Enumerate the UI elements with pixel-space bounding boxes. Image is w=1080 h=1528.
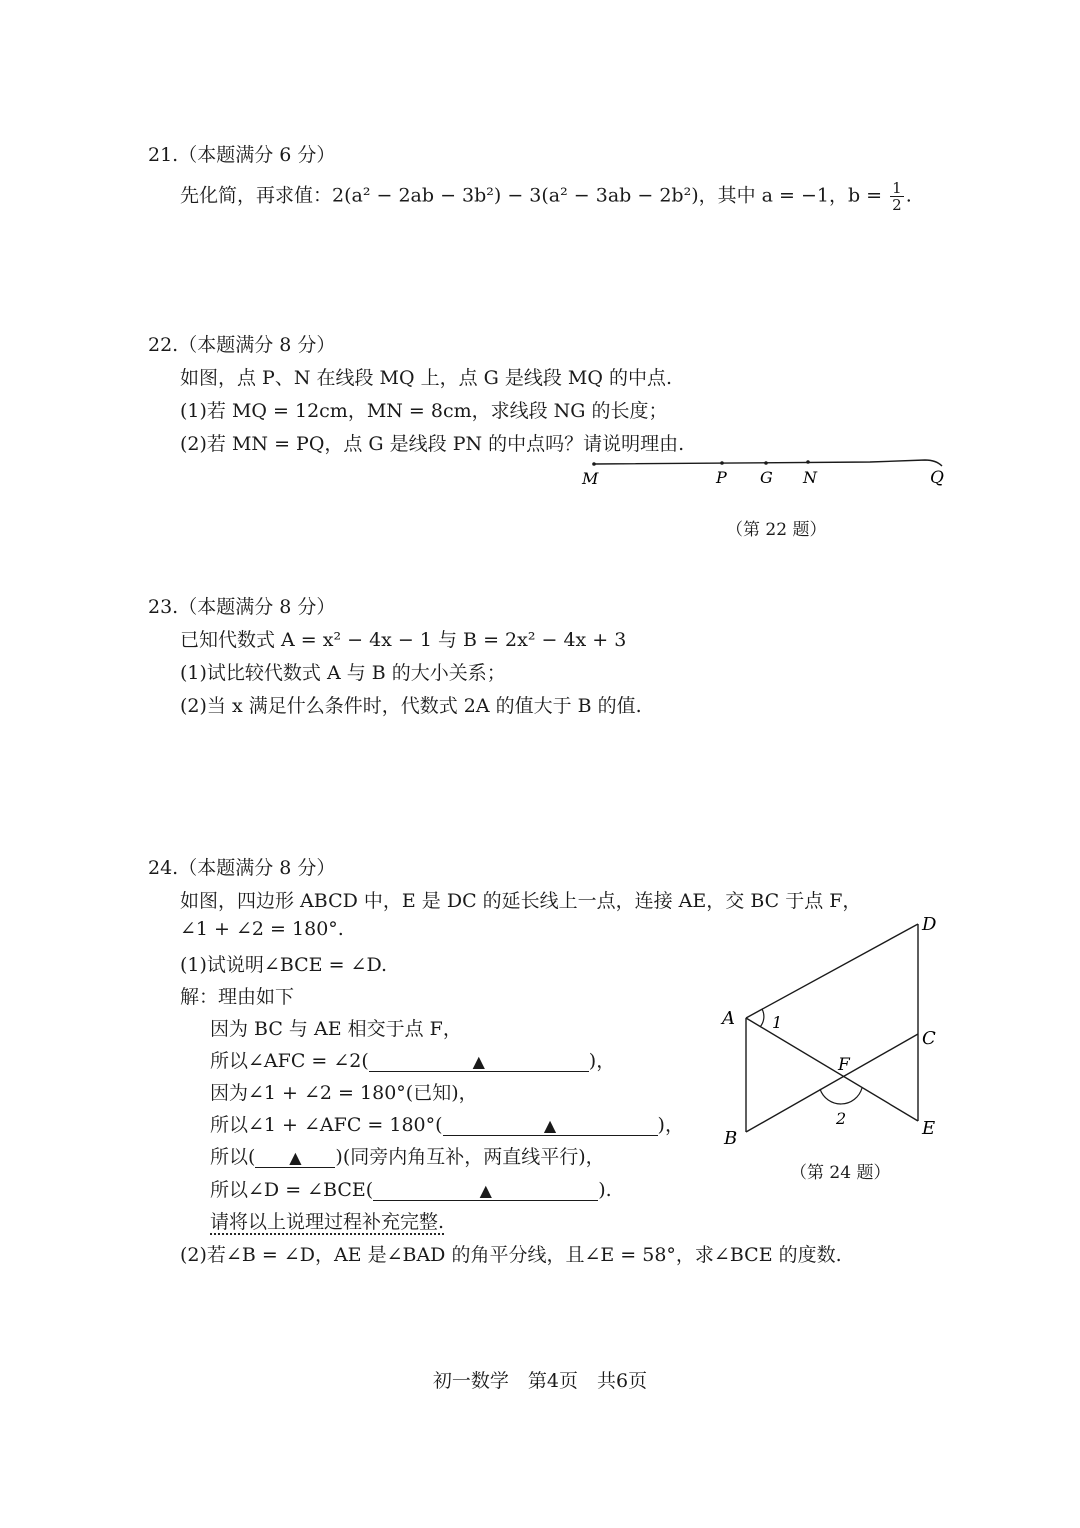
q24-instruction-note: 请将以上说理过程补充完整. <box>210 1211 445 1233</box>
q24-solution-heading: 解：理由如下 <box>180 986 295 1008</box>
triangle-marker-icon: ▲ <box>479 1181 492 1200</box>
label-p: P <box>716 468 727 487</box>
q24-step5-end: )(同旁内角互补，两直线平行)， <box>335 1146 605 1168</box>
label-b: B <box>724 1128 738 1149</box>
q24-step2-end: )， <box>588 1050 616 1072</box>
label-g: G <box>760 468 773 487</box>
triangle-marker-icon: ▲ <box>472 1052 485 1071</box>
label-q: Q <box>930 468 944 488</box>
q22-intro: 如图，点 P、N 在线段 MQ 上，点 G 是线段 MQ 的中点. <box>180 367 673 389</box>
q24-step3: 因为∠1 + ∠2 = 180°(已知)， <box>210 1082 478 1104</box>
q21-problem <box>180 180 912 213</box>
q24-step1: 因为 BC 与 AE 相交于点 F， <box>210 1018 462 1040</box>
segment-ad <box>746 924 918 1018</box>
point-p-dot <box>720 461 724 465</box>
point-m-dot <box>592 462 596 466</box>
segment-mq <box>594 460 942 466</box>
q24-part1: (1)试说明∠BCE = ∠D. <box>180 954 388 976</box>
q24-step6-text: 所以∠D = ∠BCE( <box>210 1179 374 1201</box>
q22-part2: (2)若 MN = PQ，点 G 是线段 PN 的中点吗？请说明理由. <box>180 433 685 455</box>
fraction-denominator: 2 <box>892 196 902 214</box>
label-d: D <box>922 914 937 935</box>
segment-bc <box>746 1034 918 1132</box>
q22-part1: (1)若 MQ = 12cm，MN = 8cm，求线段 NG 的长度； <box>180 400 668 422</box>
angle-1-arc <box>760 1009 764 1027</box>
triangle-marker-icon: ▲ <box>289 1148 302 1167</box>
label-angle-1: 1 <box>772 1013 783 1032</box>
label-e: E <box>922 1118 936 1139</box>
label-m: M <box>582 469 599 488</box>
q24-step6-blank[interactable] <box>373 1180 598 1201</box>
q24-step6 <box>210 1175 612 1202</box>
label-c: C <box>922 1028 936 1049</box>
q24-step6-end: ). <box>598 1179 612 1201</box>
label-n: N <box>803 468 817 487</box>
q24-part2: (2)若∠B = ∠D，AE 是∠BAD 的角平分线，且∠E = 58°，求∠BCE 的度数. <box>180 1244 842 1266</box>
q24-figure-caption: （第 24 题） <box>790 1163 891 1183</box>
angle-2-arc <box>820 1088 862 1104</box>
q24-condition: ∠1 + ∠2 = 180°. <box>180 918 344 940</box>
q23-part1: (1)试比较代数式 A 与 B 的大小关系； <box>180 662 506 684</box>
q21-expression: 先化简，再求值：2(a² − 2ab − 3b²) − 3(a² − 3ab − 2b²)，其中 a = −1，b = <box>180 184 889 207</box>
q24-step4-blank[interactable] <box>443 1115 658 1136</box>
q24-step2-text: 所以∠AFC = ∠2( <box>210 1050 369 1072</box>
q24-step5 <box>210 1142 605 1169</box>
q24-step5-text: 所以( <box>210 1146 256 1168</box>
q24-figure-quadrilateral <box>700 900 960 1160</box>
q24-heading: 24.（本题满分 8 分） <box>148 857 336 879</box>
fraction-numerator: 1 <box>892 179 902 197</box>
q23-part2: (2)当 x 满足什么条件时，代数式 2A 的值大于 B 的值. <box>180 695 642 717</box>
q21-period: . <box>905 184 912 207</box>
label-f: F <box>838 1055 850 1075</box>
triangle-marker-icon: ▲ <box>543 1116 557 1135</box>
point-g-dot <box>764 461 768 465</box>
q24-step5-blank[interactable] <box>255 1147 335 1168</box>
fraction-one-half <box>890 180 904 213</box>
label-angle-2: 2 <box>836 1109 847 1128</box>
q22-heading: 22.（本题满分 8 分） <box>148 334 336 356</box>
q23-heading: 23.（本题满分 8 分） <box>148 596 336 618</box>
q22-figure-segment-diagram <box>570 452 960 497</box>
q21-heading: 21.（本题满分 6 分） <box>148 144 336 166</box>
q24-step4 <box>210 1110 684 1137</box>
q24-step2-blank[interactable] <box>369 1051 589 1072</box>
page-footer: 初一数学 第4页 共6页 <box>432 1370 648 1392</box>
q24-intro: 如图，四边形 ABCD 中，E 是 DC 的延长线上一点，连接 AE，交 BC 于点 F， <box>180 890 862 912</box>
segment-ae <box>746 1018 918 1121</box>
q22-figure-caption: （第 22 题） <box>726 520 827 540</box>
point-n-dot <box>806 460 810 464</box>
q24-step4-end: )， <box>657 1114 684 1136</box>
q24-step4-text: 所以∠1 + ∠AFC = 180°( <box>210 1114 443 1136</box>
label-a: A <box>722 1008 735 1029</box>
q23-intro: 已知代数式 A = x² − 4x − 1 与 B = 2x² − 4x + 3 <box>180 629 627 651</box>
q24-step2 <box>210 1046 615 1073</box>
